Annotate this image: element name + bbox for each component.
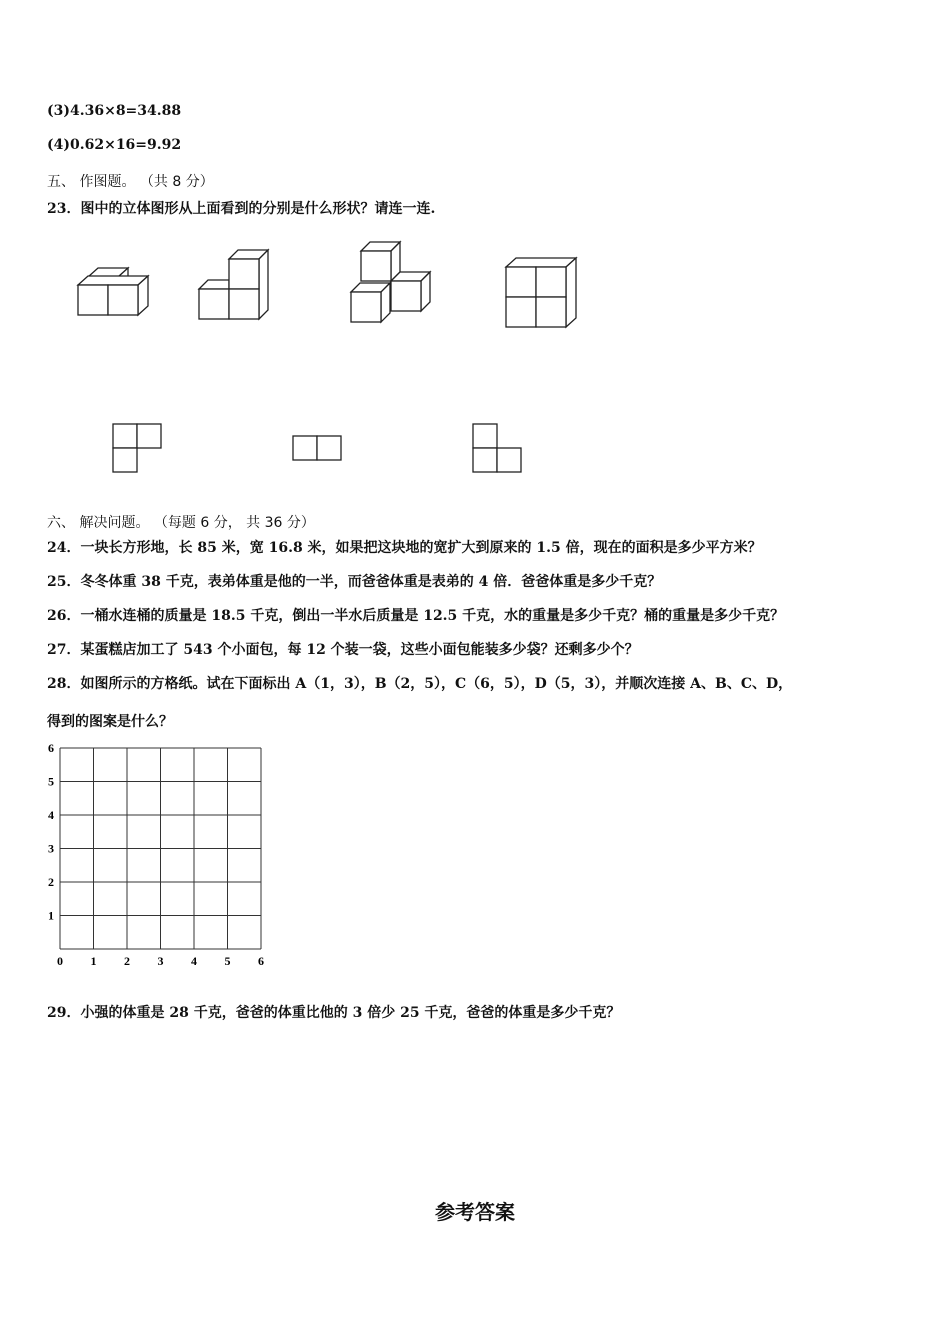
grid-y-tick-label: 1	[48, 908, 54, 923]
grid-x-tick-label: 4	[191, 954, 197, 968]
question-26: 26．一桶水连桶的质量是 18.5 千克，倒出一半水后质量是 12.5 千克，水的重量是多少千克？桶的重量是多少千克？	[47, 608, 785, 624]
question-25: 25．冬冬体重 38 千克，表弟体重是他的一半，而爸爸体重是表弟的 4 倍．爸爸体重是多少千克？	[47, 574, 662, 590]
grid-x-tick-label: 2	[124, 954, 130, 968]
question-27: 27．某蛋糕店加工了 543 个小面包，每 12 个装一袋，这些小面包能装多少袋？还剩多少个？	[47, 642, 639, 658]
solid-figure-4	[506, 258, 576, 327]
section-6-heading: 六、 解决问题。 （每题 6 分， 共 36 分）	[47, 515, 315, 531]
grid-x-tick-label: 3	[157, 954, 164, 968]
grid-y-tick-label: 5	[48, 774, 54, 789]
grid-y-tick-label: 6	[48, 741, 54, 755]
top-view-c	[473, 424, 521, 472]
top-view-b	[293, 436, 341, 460]
top-view-a	[113, 424, 161, 472]
answer-title: 参考答案	[435, 1200, 515, 1224]
section-5-heading: 五、 作图题。 （共 8 分）	[47, 174, 214, 190]
grid-x-tick-label: 6	[258, 954, 264, 968]
solid-figures-diagram	[0, 0, 950, 520]
solid-figure-2	[199, 250, 268, 319]
grid-x-tick-label: 1	[90, 954, 97, 968]
grid-y-tick-label: 4	[48, 808, 54, 822]
grid-x-tick-label: 5	[224, 954, 231, 968]
question-24: 24．一块长方形地，长 85 米，宽 16.8 米，如果把这块地的宽扩大到原来的 1.5 倍，现在的面积是多少平方米？	[47, 540, 762, 556]
question-28-line-1: 28．如图所示的方格纸。试在下面标出 A（1，3），B（2，5），C（6，5），D（5，3），并顺次连接 A、B、C、D，	[47, 676, 793, 692]
solid-figure-1	[78, 268, 148, 315]
grid-y-tick-label: 2	[48, 875, 54, 889]
calc-line-3: (3)4.36×8=34.88	[47, 103, 182, 119]
calc-line-4: (4)0.62×16=9.92	[47, 137, 182, 153]
grid-x-tick-label: 0	[57, 954, 63, 968]
solid-figure-3	[351, 242, 430, 322]
question-28-line-2: 得到的图案是什么？	[47, 714, 173, 730]
question-29: 29．小强的体重是 28 千克，爸爸的体重比他的 3 倍少 25 千克，爸爸的体重是多少千克？	[47, 1005, 621, 1021]
question-23: 23．图中的立体图形从上面看到的分别是什么形状？请连一连.	[47, 201, 436, 217]
grid-y-tick-label: 3	[48, 841, 54, 856]
